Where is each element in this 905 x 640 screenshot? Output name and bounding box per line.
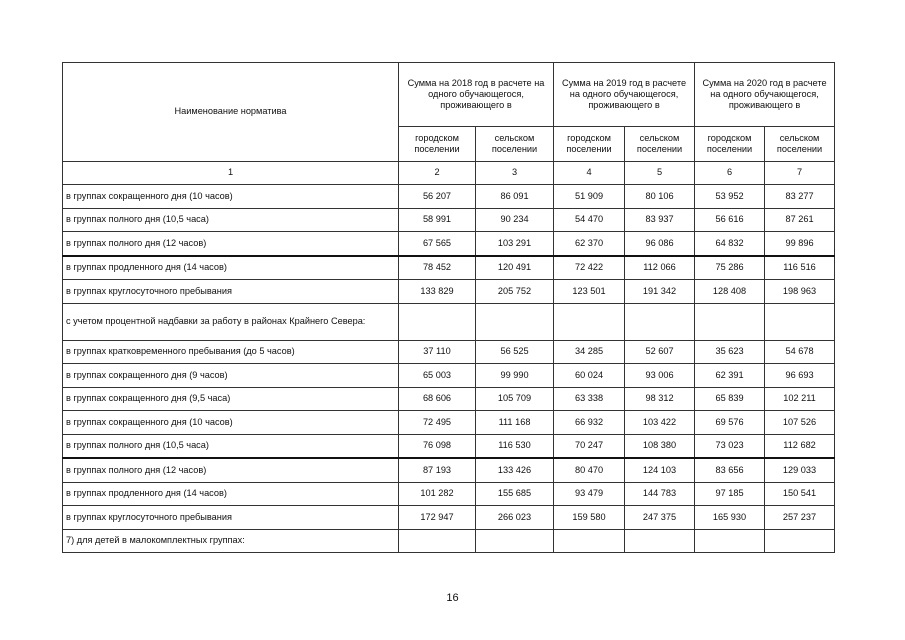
value-cell: 72 495 — [399, 411, 476, 435]
value-cell: 144 783 — [625, 482, 695, 506]
value-cell — [695, 303, 765, 340]
value-cell: 266 023 — [476, 506, 554, 530]
value-cell — [399, 529, 476, 553]
value-cell: 124 103 — [625, 458, 695, 482]
row-name: в группах продленного дня (14 часов) — [63, 256, 399, 280]
value-cell: 56 207 — [399, 185, 476, 209]
value-cell: 133 829 — [399, 280, 476, 304]
value-cell: 76 098 — [399, 434, 476, 458]
header-name-col: Наименование норматива — [63, 63, 399, 162]
row-name: в группах сокращенного дня (10 часов) — [63, 185, 399, 209]
value-cell — [554, 303, 625, 340]
table-row — [63, 506, 835, 530]
table-row — [63, 256, 835, 280]
value-cell: 123 501 — [554, 280, 625, 304]
value-cell: 112 682 — [765, 434, 835, 458]
value-cell: 78 452 — [399, 256, 476, 280]
header-row — [63, 63, 835, 127]
value-cell: 56 616 — [695, 208, 765, 232]
header-year-2019: Сумма на 2019 год в расчете на одного обучающегося, проживающего в — [554, 63, 695, 127]
column-number-row — [63, 162, 835, 185]
value-cell: 73 023 — [695, 434, 765, 458]
row-name: в группах полного дня (10,5 часа) — [63, 208, 399, 232]
subheader-cell: городском поселении — [695, 127, 765, 162]
value-cell: 90 234 — [476, 208, 554, 232]
value-cell: 35 623 — [695, 340, 765, 364]
value-cell: 67 565 — [399, 232, 476, 256]
value-cell: 120 491 — [476, 256, 554, 280]
value-cell: 116 530 — [476, 434, 554, 458]
value-cell: 96 086 — [625, 232, 695, 256]
value-cell: 102 211 — [765, 387, 835, 411]
value-cell: 93 006 — [625, 364, 695, 388]
column-number: 3 — [476, 162, 554, 185]
value-cell: 257 237 — [765, 506, 835, 530]
value-cell: 150 541 — [765, 482, 835, 506]
value-cell: 128 408 — [695, 280, 765, 304]
row-name: с учетом процентной надбавки за работу в районах Крайнего Севера: — [63, 303, 399, 340]
row-name: 7) для детей в малокомплектных группах: — [63, 529, 399, 553]
value-cell: 53 952 — [695, 185, 765, 209]
value-cell: 129 033 — [765, 458, 835, 482]
value-cell: 80 470 — [554, 458, 625, 482]
table-row — [63, 208, 835, 232]
value-cell — [476, 529, 554, 553]
value-cell: 54 470 — [554, 208, 625, 232]
value-cell: 70 247 — [554, 434, 625, 458]
row-name: в группах сокращенного дня (10 часов) — [63, 411, 399, 435]
value-cell: 101 282 — [399, 482, 476, 506]
value-cell: 87 261 — [765, 208, 835, 232]
value-cell — [765, 303, 835, 340]
table-row — [63, 280, 835, 304]
value-cell: 191 342 — [625, 280, 695, 304]
column-number: 6 — [695, 162, 765, 185]
table-row — [63, 185, 835, 209]
value-cell — [625, 529, 695, 553]
column-number: 2 — [399, 162, 476, 185]
table-body — [63, 185, 835, 553]
value-cell: 66 932 — [554, 411, 625, 435]
value-cell: 103 422 — [625, 411, 695, 435]
table-row — [63, 303, 835, 340]
row-name: в группах сокращенного дня (9,5 часа) — [63, 387, 399, 411]
value-cell: 60 024 — [554, 364, 625, 388]
subheader-cell: сельском поселении — [625, 127, 695, 162]
value-cell: 96 693 — [765, 364, 835, 388]
value-cell — [554, 529, 625, 553]
subheader-cell: сельском поселении — [476, 127, 554, 162]
value-cell: 56 525 — [476, 340, 554, 364]
value-cell: 65 839 — [695, 387, 765, 411]
value-cell: 198 963 — [765, 280, 835, 304]
norms-table — [62, 62, 835, 553]
column-number: 1 — [63, 162, 399, 185]
value-cell: 54 678 — [765, 340, 835, 364]
page-number: 16 — [446, 592, 459, 604]
column-number: 7 — [765, 162, 835, 185]
value-cell: 64 832 — [695, 232, 765, 256]
value-cell: 37 110 — [399, 340, 476, 364]
value-cell: 99 990 — [476, 364, 554, 388]
value-cell: 83 937 — [625, 208, 695, 232]
value-cell: 116 516 — [765, 256, 835, 280]
value-cell: 83 656 — [695, 458, 765, 482]
value-cell: 87 193 — [399, 458, 476, 482]
value-cell: 105 709 — [476, 387, 554, 411]
value-cell: 205 752 — [476, 280, 554, 304]
table-row — [63, 364, 835, 388]
column-number: 4 — [554, 162, 625, 185]
value-cell: 62 370 — [554, 232, 625, 256]
subheader-cell: городском поселении — [554, 127, 625, 162]
value-cell: 111 168 — [476, 411, 554, 435]
value-cell: 86 091 — [476, 185, 554, 209]
value-cell: 80 106 — [625, 185, 695, 209]
value-cell: 72 422 — [554, 256, 625, 280]
value-cell: 103 291 — [476, 232, 554, 256]
value-cell: 108 380 — [625, 434, 695, 458]
value-cell — [625, 303, 695, 340]
value-cell: 247 375 — [625, 506, 695, 530]
table-row — [63, 340, 835, 364]
value-cell: 52 607 — [625, 340, 695, 364]
value-cell: 69 576 — [695, 411, 765, 435]
row-name: в группах полного дня (12 часов) — [63, 232, 399, 256]
value-cell: 68 606 — [399, 387, 476, 411]
table-row — [63, 232, 835, 256]
value-cell: 159 580 — [554, 506, 625, 530]
value-cell — [476, 303, 554, 340]
value-cell: 83 277 — [765, 185, 835, 209]
row-name: в группах сокращенного дня (9 часов) — [63, 364, 399, 388]
value-cell — [765, 529, 835, 553]
value-cell: 93 479 — [554, 482, 625, 506]
value-cell: 165 930 — [695, 506, 765, 530]
row-name: в группах полного дня (10,5 часа) — [63, 434, 399, 458]
value-cell — [695, 529, 765, 553]
value-cell: 97 185 — [695, 482, 765, 506]
value-cell: 75 286 — [695, 256, 765, 280]
subheader-cell: городском поселении — [399, 127, 476, 162]
value-cell: 65 003 — [399, 364, 476, 388]
value-cell: 99 896 — [765, 232, 835, 256]
value-cell: 155 685 — [476, 482, 554, 506]
row-name: в группах круглосуточного пребывания — [63, 506, 399, 530]
value-cell — [399, 303, 476, 340]
value-cell: 98 312 — [625, 387, 695, 411]
table-row — [63, 482, 835, 506]
row-name: в группах продленного дня (14 часов) — [63, 482, 399, 506]
value-cell: 112 066 — [625, 256, 695, 280]
value-cell: 63 338 — [554, 387, 625, 411]
value-cell: 51 909 — [554, 185, 625, 209]
table-row — [63, 529, 835, 553]
value-cell: 133 426 — [476, 458, 554, 482]
table-row — [63, 387, 835, 411]
header-year-2018: Сумма на 2018 год в расчете на одного обучающегося, проживающего в — [399, 63, 554, 127]
row-name: в группах кратковременного пребывания (до 5 часов) — [63, 340, 399, 364]
table-row — [63, 434, 835, 458]
table-row — [63, 411, 835, 435]
value-cell: 62 391 — [695, 364, 765, 388]
row-name: в группах круглосуточного пребывания — [63, 280, 399, 304]
value-cell: 172 947 — [399, 506, 476, 530]
row-name: в группах полного дня (12 часов) — [63, 458, 399, 482]
column-number: 5 — [625, 162, 695, 185]
value-cell: 107 526 — [765, 411, 835, 435]
subheader-cell: сельском поселении — [765, 127, 835, 162]
value-cell: 34 285 — [554, 340, 625, 364]
header-year-2020: Сумма на 2020 год в расчете на одного обучающегося, проживающего в — [695, 63, 835, 127]
table-row — [63, 458, 835, 482]
value-cell: 58 991 — [399, 208, 476, 232]
